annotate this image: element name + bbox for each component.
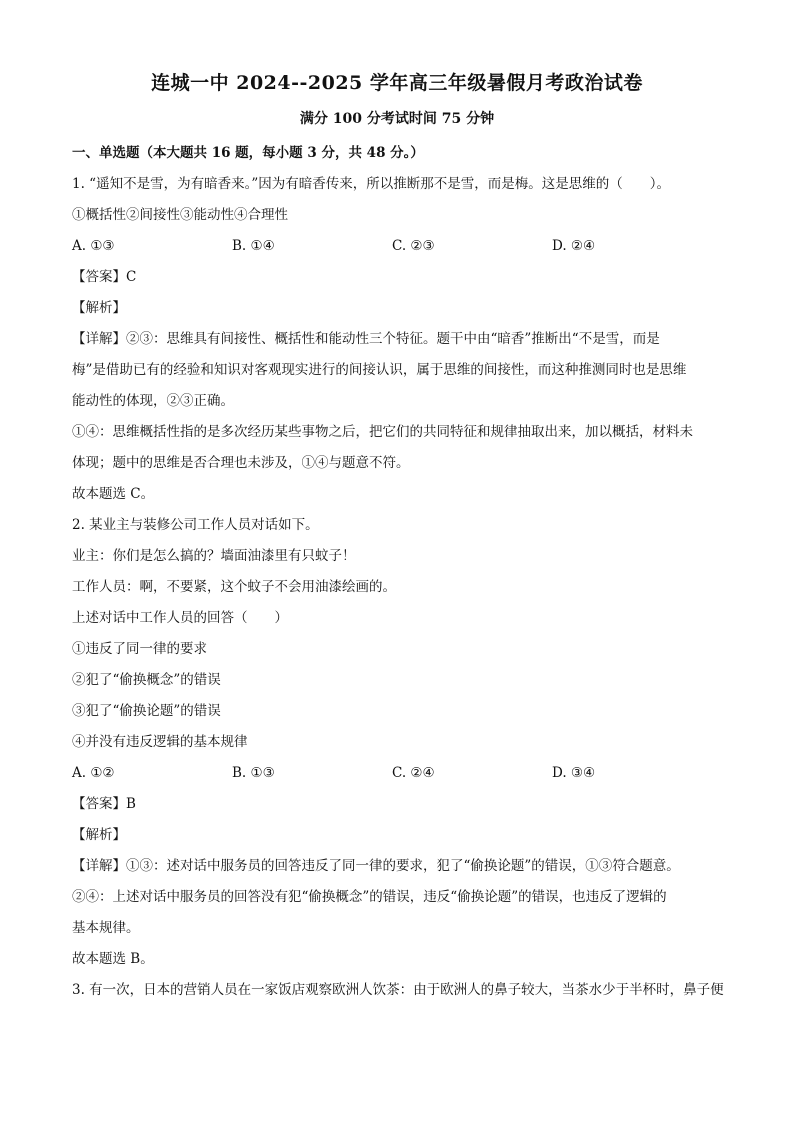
q1-answer: 【答案】C bbox=[72, 269, 137, 285]
q1-analysis-label: 【解析】 bbox=[72, 300, 126, 316]
q1-detail-line-2: 梅”是借助已有的经验和知识对客观现实进行的间接认识，属于思维的间接性，而这种推测同时也是思维 bbox=[72, 362, 687, 378]
q1-detail-line-1: 【详解】②③：思维具有间接性、概括性和能动性三个特征。题干中由“暗香”推断出“不是雪，而是 bbox=[72, 331, 660, 347]
q2-question: 上述对话中工作人员的回答（ ） bbox=[72, 610, 288, 626]
q2-detail-line-3: 基本规律。 bbox=[72, 920, 140, 936]
q2-detail-line-1: 【详解】①③：述对话中服务员的回答违反了同一律的要求，犯了“偷换论题”的错误，①③符合题意。 bbox=[72, 858, 680, 874]
q2-answer: 【答案】B bbox=[72, 796, 136, 812]
q1-option-d: D. ②④ bbox=[552, 238, 596, 254]
q1-option-a: A. ①③ bbox=[72, 238, 115, 254]
q2-dialog-owner: 业主：你们是怎么搞的？墙面油漆里有只蚊子！ bbox=[72, 548, 356, 564]
q2-stem: 2. 某业主与装修公司工作人员对话如下。 bbox=[72, 517, 319, 533]
q2-option-c: C. ②④ bbox=[392, 765, 435, 781]
q1-detail-line-3: 能动性的体现，②③正确。 bbox=[72, 393, 234, 409]
q1-stem: 1. “遥知不是雪，为有暗香来。”因为有暗香传来，所以推断那不是雪，而是梅。这是思维的（ ）。 bbox=[72, 176, 670, 192]
q1-conclusion: 故本题选 C。 bbox=[72, 486, 155, 502]
q2-detail-line-2: ②④：上述对话中服务员的回答没有犯“偷换概念”的错误，违反“偷换论题”的错误，也违反了逻辑的 bbox=[72, 889, 667, 905]
q1-detail-line-5: 体现；题中的思维是否合理也未涉及，①④与题意不符。 bbox=[72, 455, 410, 471]
q2-dialog-staff: 工作人员：啊，不要紧，这个蚊子不会用油漆绘画的。 bbox=[72, 579, 396, 595]
q2-option-a: A. ①② bbox=[72, 765, 115, 781]
q2-choice-1: ①违反了同一律的要求 bbox=[72, 641, 207, 657]
q2-conclusion: 故本题选 B。 bbox=[72, 951, 154, 967]
q2-choice-2: ②犯了“偷换概念”的错误 bbox=[72, 672, 221, 688]
q1-option-b: B. ①④ bbox=[232, 238, 275, 254]
q1-detail-line-4: ①④：思维概括性指的是多次经历某些事物之后，把它们的共同特征和规律抽取出来，加以概括，材料未 bbox=[72, 424, 693, 440]
page-title: 连城一中 2024--2025 学年高三年级暑假月考政治试卷 bbox=[151, 72, 643, 94]
q2-analysis-label: 【解析】 bbox=[72, 827, 126, 843]
section-heading: 一、单选题（本大题共 16 题，每小题 3 分，共 48 分。） bbox=[72, 145, 424, 161]
exam-content bbox=[72, 138, 722, 1006]
q2-choice-3: ③犯了“偷换论题”的错误 bbox=[72, 703, 221, 719]
q2-options bbox=[72, 758, 722, 789]
q2-option-b: B. ①③ bbox=[232, 765, 275, 781]
exam-info: 满分 100 分考试时间 75 分钟 bbox=[299, 111, 495, 127]
q1-options bbox=[72, 231, 722, 262]
q2-choice-4: ④并没有违反逻辑的基本规律 bbox=[72, 734, 248, 750]
q1-option-c: C. ②③ bbox=[392, 238, 435, 254]
q3-stem: 3. 有一次，日本的营销人员在一家饭店观察欧洲人饮茶：由于欧洲人的鼻子较大，当茶水少于半杯时，鼻子便 bbox=[72, 982, 724, 998]
q1-choices: ①概括性②间接性③能动性④合理性 bbox=[72, 207, 288, 223]
q2-option-d: D. ③④ bbox=[552, 765, 596, 781]
